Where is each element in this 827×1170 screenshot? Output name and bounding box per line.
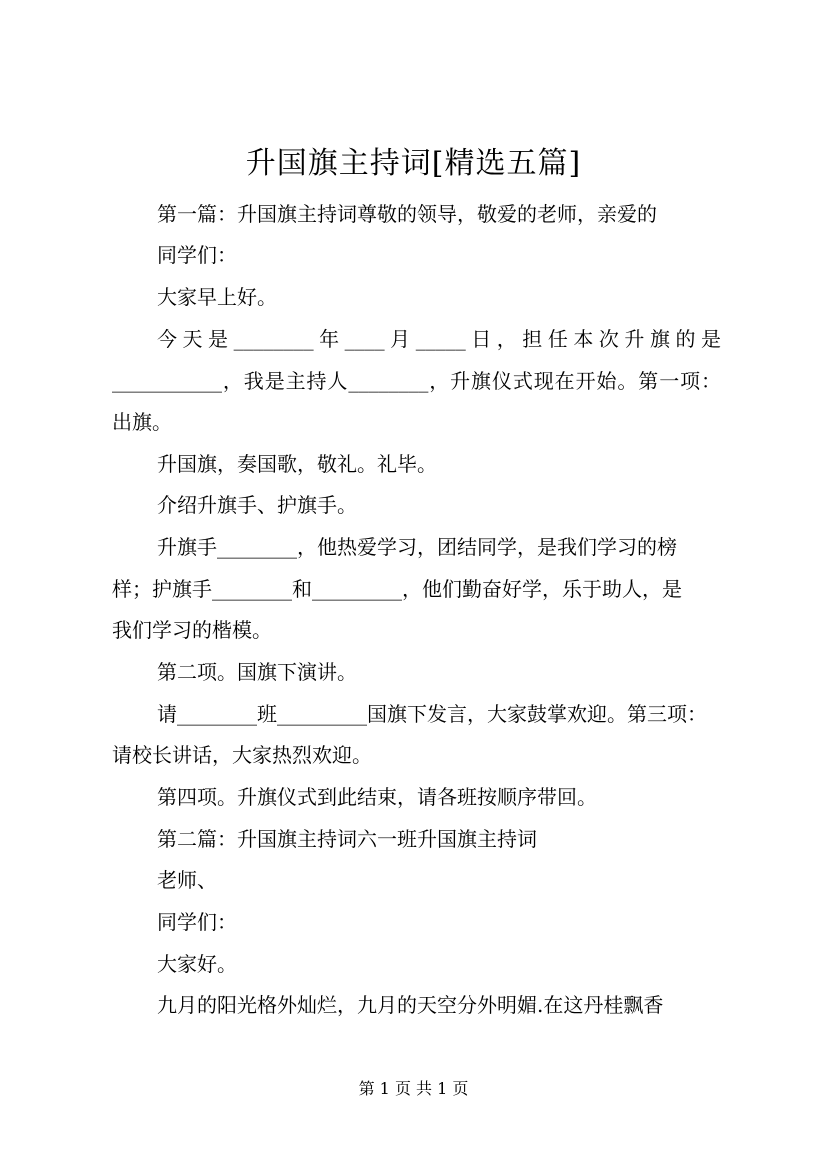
text-line-16: 第二篇：升国旗主持词六一班升国旗主持词 xyxy=(157,827,537,851)
text-line-18: 同学们： xyxy=(157,910,237,934)
text-line-8: 介绍升旗手、护旗手。 xyxy=(157,493,357,517)
text-line-10: 样；护旗手________和_________，他们勤奋好学，乐于助人，是 xyxy=(112,577,682,601)
text-line-4: 今天是________年____月_____日，担任本次升旗的是 xyxy=(157,327,721,351)
text-line-7: 升国旗，奏国歌，敬礼。礼毕。 xyxy=(157,452,437,476)
page-number-footer: 第 1 页 共 1 页 xyxy=(358,1079,469,1098)
text-line-5: ___________，我是主持人________，升旗仪式现在开始。第一项： xyxy=(112,369,721,393)
text-line-14: 请校长讲话，大家热烈欢迎。 xyxy=(112,743,372,767)
text-line-11: 我们学习的楷模。 xyxy=(112,618,272,642)
text-line-9: 升旗手________，他热爱学习，团结同学，是我们学习的榜 xyxy=(157,535,677,559)
text-line-1: 第一篇：升国旗主持词尊敬的领导，敬爱的老师，亲爱的 xyxy=(157,202,657,226)
document-title: 升国旗主持词[精选五篇] xyxy=(245,146,582,181)
text-line-13: 请________班_________国旗下发言，大家鼓掌欢迎。第三项： xyxy=(157,702,707,726)
text-line-3: 大家早上好。 xyxy=(157,285,277,309)
text-line-15: 第四项。升旗仪式到此结束，请各班按顺序带回。 xyxy=(157,785,597,809)
text-line-20: 九月的阳光格外灿烂，九月的天空分外明媚.在这丹桂飘香 xyxy=(157,993,664,1017)
text-line-19: 大家好。 xyxy=(157,952,237,976)
text-line-12: 第二项。国旗下演讲。 xyxy=(157,660,357,684)
text-line-2: 同学们： xyxy=(157,243,237,267)
text-line-6: 出旗。 xyxy=(112,410,172,434)
text-line-17: 老师、 xyxy=(157,868,217,892)
